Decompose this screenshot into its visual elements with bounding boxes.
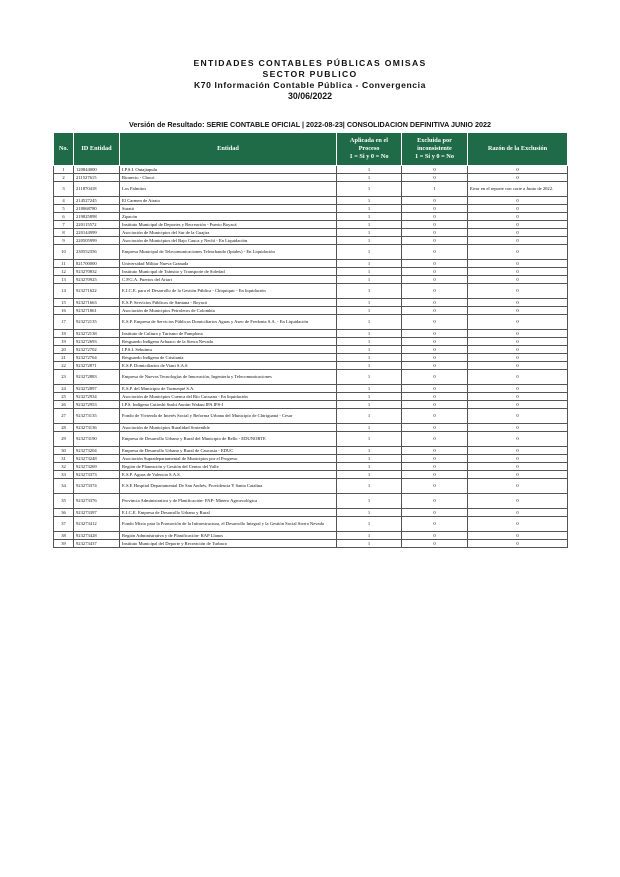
excluded-flag: 0 (402, 276, 468, 284)
exclusion-reason: 0 (468, 299, 568, 307)
entity-id: 214527245 (74, 197, 120, 205)
excluded-flag: 0 (402, 213, 468, 221)
applied-flag: 1 (337, 424, 402, 432)
excluded-flag: 0 (402, 166, 468, 174)
entity-name: Región de Planeación y Gestión del Centro del Valle (120, 463, 337, 471)
excluded-flag: 0 (402, 409, 468, 424)
entity-name: E.I.C.E. para el Desarrollo de la Gestión Pública - Chiquiquir - En liquidación (120, 284, 337, 299)
entity-id: 923273269 (74, 463, 120, 471)
row-number: 5 (54, 205, 74, 213)
row-number: 20 (54, 346, 74, 354)
entity-name: Fondo de Vivienda de Interés Social y Reforma Urbana del Municipio de Chiriguaná - Cesar (120, 409, 337, 424)
row-number: 29 (54, 432, 74, 447)
excluded-flag: 0 (402, 260, 468, 268)
applied-flag: 1 (337, 260, 402, 268)
applied-flag: 1 (337, 245, 402, 260)
table-row (54, 540, 568, 548)
applied-flag: 1 (337, 315, 402, 330)
entity-id: 211527615 (74, 174, 120, 182)
applied-flag: 1 (337, 284, 402, 299)
table-row (54, 229, 568, 237)
table-row (54, 182, 568, 197)
row-number: 10 (54, 245, 74, 260)
excluded-flag: 0 (402, 540, 468, 548)
applied-flag: 1 (337, 166, 402, 174)
entity-name: Empresa de Desarrollo Urbano y Rural del Municipio de Bello - EDUNORTE (120, 432, 337, 447)
row-number: 4 (54, 197, 74, 205)
report-sector: SECTOR PUBLICO (262, 69, 358, 79)
row-number: 3 (54, 182, 74, 197)
table-row (54, 393, 568, 401)
excluded-flag: 0 (402, 346, 468, 354)
entity-name: Asociación de Municipios del Sur de la Guajira (120, 229, 337, 237)
applied-flag: 1 (337, 463, 402, 471)
entity-id: 230552356 (74, 245, 120, 260)
exclusion-reason: 0 (468, 471, 568, 479)
row-number: 7 (54, 221, 74, 229)
applied-flag: 1 (337, 197, 402, 205)
entity-name: Asociación de Municipios Cuenca del Río Cucuana - En liquidación (120, 393, 337, 401)
table-row (54, 330, 568, 338)
table-row (54, 362, 568, 370)
excluded-flag: 0 (402, 362, 468, 370)
col-header-entidad: Entidad (120, 133, 337, 166)
row-number: 15 (54, 299, 74, 307)
entity-id: 923272693 (74, 338, 120, 346)
table-body (54, 166, 568, 548)
row-number: 26 (54, 401, 74, 409)
entity-name: I.P.S.I. Sekuimu (120, 346, 337, 354)
col-header-aplicada-line: 1 = Si y 0 = No (349, 153, 389, 160)
exclusion-reason: 0 (468, 532, 568, 540)
excluded-flag: 0 (402, 385, 468, 393)
table-row (54, 307, 568, 315)
excluded-flag: 0 (402, 447, 468, 455)
entity-name: Empresa Municipal de Telecomunicaciones Teleorbando (Ipiales) - En Liquidación (120, 245, 337, 260)
entity-name: Instituto Municipal de Deportes y Recreación - Puerto Boyacá (120, 221, 337, 229)
row-number: 30 (54, 447, 74, 455)
entity-id: 923271663 (74, 299, 120, 307)
entity-name: Fondo Mixto para la Promoción de la Infraestructura, el Desarrollo Integral y la Gestión Social Sierra Nevada (120, 517, 337, 532)
applied-flag: 1 (337, 385, 402, 393)
excluded-flag: 0 (402, 221, 468, 229)
exclusion-reason: 0 (468, 393, 568, 401)
applied-flag: 1 (337, 362, 402, 370)
row-number: 13 (54, 276, 74, 284)
entity-id: 923273373 (74, 471, 120, 479)
exclusion-reason: 0 (468, 268, 568, 276)
exclusion-reason: 0 (468, 463, 568, 471)
entity-id: 923270832 (74, 268, 120, 276)
entity-id: 211870418 (74, 182, 120, 197)
excluded-flag: 0 (402, 455, 468, 463)
applied-flag: 1 (337, 229, 402, 237)
entity-name: Rionecio - Chocó (120, 174, 337, 182)
table-row (54, 354, 568, 362)
col-header-razon: Razón de la Exclusión (468, 133, 568, 166)
entity-id: 923273135 (74, 409, 120, 424)
table-row (54, 221, 568, 229)
applied-flag: 1 (337, 182, 402, 197)
row-number: 36 (54, 509, 74, 517)
entity-name: Instituto Municipal de Tránsito y Transporte de Soledad (120, 268, 337, 276)
exclusion-reason: 0 (468, 354, 568, 362)
exclusion-reason: 0 (468, 362, 568, 370)
entity-id: 220115572 (74, 221, 120, 229)
entity-name: E.I.C.E. Empresa de Desarrollo Urbano y Rural (120, 509, 337, 517)
row-number: 38 (54, 532, 74, 540)
entity-name: Universidad Militar Nueva Granada (120, 260, 337, 268)
excluded-flag: 0 (402, 338, 468, 346)
exclusion-reason: 0 (468, 307, 568, 315)
applied-flag: 1 (337, 276, 402, 284)
entity-id: 923272764 (74, 354, 120, 362)
entity-name: Instituto Municipal del Deporte y Recreación de Turbaco (120, 540, 337, 548)
entity-id: 923273136 (74, 424, 120, 432)
excluded-flag: 0 (402, 284, 468, 299)
table-row (54, 213, 568, 221)
exclusion-reason: Error en el reporte con corte a Junio de 2022. (468, 182, 568, 197)
exclusion-reason: 0 (468, 479, 568, 494)
applied-flag: 1 (337, 494, 402, 509)
table-row (54, 532, 568, 540)
entity-name: E.S.E Hospital Departamental De San Andrés, Providencia Y Santa Catalina (120, 479, 337, 494)
exclusion-reason: 0 (468, 409, 568, 424)
exclusion-reason: 0 (468, 401, 568, 409)
excluded-flag: 0 (402, 330, 468, 338)
row-number: 1 (54, 166, 74, 174)
entity-id: 821700000 (74, 260, 120, 268)
excluded-flag: 0 (402, 532, 468, 540)
entity-id: 120844000 (74, 166, 120, 174)
entity-id: 923273397 (74, 509, 120, 517)
entity-name: Empresa de Desarrollo Urbano y Rural de Caucasia - EDUC (120, 447, 337, 455)
row-number: 33 (54, 471, 74, 479)
applied-flag: 1 (337, 338, 402, 346)
applied-flag: 1 (337, 237, 402, 245)
exclusion-reason: 0 (468, 315, 568, 330)
exclusion-reason: 0 (468, 284, 568, 299)
entity-name: Zipacón (120, 213, 337, 221)
exclusion-reason: 0 (468, 432, 568, 447)
table-row (54, 471, 568, 479)
exclusion-reason: 0 (468, 166, 568, 174)
exclusion-reason: 0 (468, 346, 568, 354)
excluded-flag: 0 (402, 393, 468, 401)
entity-name: E.S.P. Domiciliarios de Viani S.A.S (120, 362, 337, 370)
col-header-aplicada (337, 133, 402, 166)
col-header-excluida-line: Excluida por (417, 137, 452, 144)
row-number: 11 (54, 260, 74, 268)
entity-id: 923273374 (74, 479, 120, 494)
col-header-excluida-line: inconsistente (417, 145, 452, 152)
applied-flag: 1 (337, 509, 402, 517)
applied-flag: 1 (337, 393, 402, 401)
exclusion-reason: 0 (468, 424, 568, 432)
entity-name: E.S.P. del Municipio de Turmequé S.A. (120, 385, 337, 393)
entity-id: 923273248 (74, 455, 120, 463)
entity-name: I.P.S. Indígena Cuttoshi Sushi Anoim Wakuu IPA IPS-I (120, 401, 337, 409)
exclusion-reason: 0 (468, 205, 568, 213)
applied-flag: 1 (337, 268, 402, 276)
entity-name: E.S.P. Empresa de Servicios Públicos Domiciliarios Aguas y Aseo de Fredonia S.A. - En Liquidación (120, 315, 337, 330)
row-number: 8 (54, 229, 74, 237)
exclusion-reason: 0 (468, 455, 568, 463)
exclusion-reason: 0 (468, 517, 568, 532)
table-row (54, 237, 568, 245)
exclusion-reason: 0 (468, 229, 568, 237)
table-row (54, 174, 568, 182)
row-number: 19 (54, 338, 74, 346)
table-row (54, 346, 568, 354)
excluded-flag: 0 (402, 229, 468, 237)
applied-flag: 1 (337, 401, 402, 409)
row-number: 24 (54, 385, 74, 393)
entity-id: 218068780 (74, 205, 120, 213)
table-row (54, 166, 568, 174)
col-header-id: ID Entidad (74, 133, 120, 166)
table-row (54, 432, 568, 447)
table-row (54, 424, 568, 432)
entity-name: E.S.P. Servicios Públicos de Santana - Boyacá (120, 299, 337, 307)
entity-id: 220505999 (74, 237, 120, 245)
applied-flag: 1 (337, 221, 402, 229)
exclusion-reason: 0 (468, 237, 568, 245)
entity-name: Los Palmitos (120, 182, 337, 197)
exclusion-reason: 0 (468, 338, 568, 346)
excluded-flag: 0 (402, 299, 468, 307)
entity-name: Asociación de Municipios del Bajo Cauca y Nechí - En Liquidación (120, 237, 337, 245)
exclusion-reason: 0 (468, 260, 568, 268)
row-number: 6 (54, 213, 74, 221)
excluded-flag: 0 (402, 174, 468, 182)
excluded-flag: 0 (402, 509, 468, 517)
entity-name: Resguardo Indígena de Cristianía (120, 354, 337, 362)
applied-flag: 1 (337, 346, 402, 354)
excluded-flag: 0 (402, 354, 468, 362)
entity-name: Asociación de Municipios Ruralidad Sostenible (120, 424, 337, 432)
entity-id: 923272934 (74, 393, 120, 401)
applied-flag: 1 (337, 447, 402, 455)
applied-flag: 1 (337, 471, 402, 479)
report-date: 30/06/2022 (287, 91, 333, 101)
applied-flag: 1 (337, 532, 402, 540)
entity-name: C.P.G.A. Puertos del Ariari (120, 276, 337, 284)
excluded-flag: 0 (402, 268, 468, 276)
row-number: 28 (54, 424, 74, 432)
table-row (54, 517, 568, 532)
table-row (54, 197, 568, 205)
table-row (54, 479, 568, 494)
excluded-flag: 0 (402, 237, 468, 245)
exclusion-reason: 0 (468, 276, 568, 284)
row-number: 9 (54, 237, 74, 245)
applied-flag: 1 (337, 330, 402, 338)
table-row (54, 299, 568, 307)
exclusion-reason: 0 (468, 197, 568, 205)
row-number: 16 (54, 307, 74, 315)
applied-flag: 1 (337, 455, 402, 463)
applied-flag: 1 (337, 409, 402, 424)
table-row (54, 494, 568, 509)
applied-flag: 1 (337, 213, 402, 221)
applied-flag: 1 (337, 432, 402, 447)
exclusion-reason: 0 (468, 385, 568, 393)
entity-name: Empresa de Nuevas Tecnologías de Innovación, Ingeniería y Telecomunicaciones (120, 370, 337, 385)
table-row (54, 260, 568, 268)
excluded-flag: 0 (402, 197, 468, 205)
exclusion-reason: 0 (468, 447, 568, 455)
excluded-flag: 0 (402, 479, 468, 494)
applied-flag: 1 (337, 517, 402, 532)
row-number: 31 (54, 455, 74, 463)
excluded-flag: 0 (402, 517, 468, 532)
entity-name: Asociación de Municipios Petroleros de Colombia (120, 307, 337, 315)
entity-name: I.P.S.I. Outajiapulu (120, 166, 337, 174)
table-row (54, 276, 568, 284)
table-row (54, 284, 568, 299)
table-row (54, 268, 568, 276)
entity-name: E.S.P. Aguas de Valencia S.A.S. (120, 471, 337, 479)
entity-name: Instituto de Cultura y Turismo de Pamplona (120, 330, 337, 338)
applied-flag: 1 (337, 479, 402, 494)
row-number: 2 (54, 174, 74, 182)
col-header-excluida-line: 1 = Si y 0 = No (414, 153, 454, 160)
row-number: 12 (54, 268, 74, 276)
entity-id: 923273376 (74, 494, 120, 509)
applied-flag: 1 (337, 540, 402, 548)
row-number: 37 (54, 517, 74, 532)
applied-flag: 1 (337, 354, 402, 362)
exclusion-reason: 0 (468, 245, 568, 260)
table-row (54, 447, 568, 455)
table-row (54, 370, 568, 385)
table-row (54, 463, 568, 471)
entity-name: Asociación Supradepartamental de Municipios por el Progreso. (120, 455, 337, 463)
excluded-flag: 0 (402, 370, 468, 385)
entity-id: 923272138 (74, 330, 120, 338)
table-row (54, 205, 568, 213)
exclusion-reason: 0 (468, 494, 568, 509)
excluded-flag: 0 (402, 424, 468, 432)
col-header-aplicada-line: Aplicada en el (349, 137, 389, 144)
report-title: ENTIDADES CONTABLES PÚBLICAS OMISAS (193, 58, 427, 68)
table-row (54, 315, 568, 330)
exclusion-reason: 0 (468, 221, 568, 229)
excluded-flag: 0 (402, 432, 468, 447)
entity-id: 923271861 (74, 307, 120, 315)
row-number: 39 (54, 540, 74, 548)
excluded-flag: 0 (402, 463, 468, 471)
entity-id: 220144999 (74, 229, 120, 237)
row-number: 14 (54, 284, 74, 299)
table-row (54, 401, 568, 409)
table-row (54, 245, 568, 260)
entity-id: 923273204 (74, 447, 120, 455)
col-header-no: No. (54, 133, 74, 166)
entity-id: 923272871 (74, 362, 120, 370)
entity-id: 923272953 (74, 401, 120, 409)
row-number: 23 (54, 370, 74, 385)
entity-id: 923273190 (74, 432, 120, 447)
applied-flag: 1 (337, 299, 402, 307)
row-number: 27 (54, 409, 74, 424)
row-number: 17 (54, 315, 74, 330)
applied-flag: 1 (337, 174, 402, 182)
table-header-row (54, 133, 568, 166)
exclusion-reason: 0 (468, 330, 568, 338)
report-subtitle: K70 Información Contable Pública - Convergencia (193, 80, 427, 90)
excluded-flag: 0 (402, 401, 468, 409)
row-number: 32 (54, 463, 74, 471)
applied-flag: 1 (337, 370, 402, 385)
entity-name: Región Administrativa y de Planificación- RAP Llanos (120, 532, 337, 540)
row-number: 22 (54, 362, 74, 370)
excluded-flag: 0 (402, 494, 468, 509)
entity-id: 923273437 (74, 540, 120, 548)
row-number: 25 (54, 393, 74, 401)
row-number: 21 (54, 354, 74, 362)
table-row (54, 509, 568, 517)
entity-id: 923273428 (74, 532, 120, 540)
entity-id: 923272883 (74, 370, 120, 385)
report-header (0, 58, 620, 102)
row-number: 34 (54, 479, 74, 494)
exclusion-reason: 0 (468, 370, 568, 385)
col-header-excluida (402, 133, 468, 166)
exclusion-reason: 0 (468, 174, 568, 182)
version-line: Versión de Resultado: SERIE CONTABLE OFICIAL | 2022-08-23| CONSOLIDACION DEFINITIVA JUNIO 2022 (128, 120, 491, 129)
entities-table (53, 132, 568, 548)
excluded-flag: 0 (402, 315, 468, 330)
row-number: 18 (54, 330, 74, 338)
entity-name: Resguardo Indígena Arhuaco de la Sierra Nevada (120, 338, 337, 346)
entity-id: 923272702 (74, 346, 120, 354)
exclusion-reason: 0 (468, 509, 568, 517)
exclusion-reason: 0 (468, 213, 568, 221)
exclusion-reason: 0 (468, 540, 568, 548)
excluded-flag: 0 (402, 245, 468, 260)
table-row (54, 409, 568, 424)
row-number: 35 (54, 494, 74, 509)
excluded-flag: 0 (402, 471, 468, 479)
entity-id: 923271622 (74, 284, 120, 299)
entity-name: El Carmen de Atrato (120, 197, 337, 205)
table-row (54, 455, 568, 463)
entity-id: 219825898 (74, 213, 120, 221)
entity-id: 923270925 (74, 276, 120, 284)
entity-id: 923272897 (74, 385, 120, 393)
col-header-aplicada-line: Proceso (358, 145, 380, 152)
entity-name: Suratá (120, 205, 337, 213)
excluded-flag: 0 (402, 205, 468, 213)
applied-flag: 1 (337, 205, 402, 213)
entity-id: 923272135 (74, 315, 120, 330)
applied-flag: 1 (337, 307, 402, 315)
excluded-flag: 1 (402, 182, 468, 197)
table-row (54, 338, 568, 346)
entity-name: Provincia Administrativa y de Planificación- PAP- Minero Agroecológica (120, 494, 337, 509)
table-row (54, 385, 568, 393)
excluded-flag: 0 (402, 307, 468, 315)
entity-id: 923273412 (74, 517, 120, 532)
